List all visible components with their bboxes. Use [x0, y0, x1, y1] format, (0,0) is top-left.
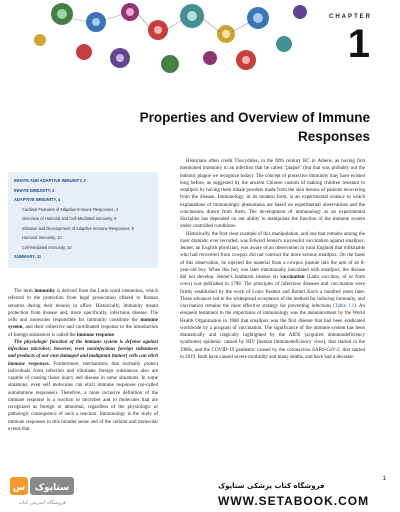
svg-text:س: س [12, 483, 26, 493]
outline-entry-page: 10 [66, 244, 72, 250]
outline-entry[interactable] [14, 186, 152, 196]
outline-entry[interactable] [14, 214, 152, 224]
right-column-text [180, 158, 365, 361]
outline-entry-page: 3 [52, 187, 55, 193]
table-link[interactable]: Table 1.1 [334, 304, 355, 309]
outline-entry-label: Humoral Immunity, [22, 235, 57, 240]
vaccination-paragraph: Historically, the first clear example of this manipulation, and one that remains among the most dramatic ever recorded, was Edward Jenner's successful vaccination against smallpox. Jenner, an English physician, was aware of an observation in rural England that milkmaids who had recovered from cowpox did not contract the more serious smallpox. On the basis of this observation, he injected the material from a cowpox pustule into the arm of an 8-year-old boy. When this boy was later intentionally inoculated with smallpox, the disease did not develop. Jenner's landmark treatise on vaccination (Latin vaccinus, of or from cows) was published in 1798. The principles of infectious diseases and vaccination were firmly established by the work of Louis Pasteur and Robert Koch a hundred years later. These advances led to the widespread acceptance of the method for inducing immunity, and vaccination remains the most effective strategy for preventing infections (Table 1.1). An eloquent testament to the importance of immunology was the announcement by the World Health Organization in 1980 that smallpox was the first disease that had been eradicated worldwide by a program of vaccination. The significance of the immune system has been dramatically and tragically highlighted by the AIDS (acquired immunodeficiency syndrome) epidemic caused by HIV (human immunodeficiency virus), that started in the 1980s, and the COVID-19 pandemic caused by the coronavirus SARS-CoV-2, that started in 2019. Both have caused severe morbidity and many deaths, and have had a devastat- [180, 231, 365, 360]
outline-entry-page: 11 [36, 254, 42, 259]
outline-entry-page: 10 [57, 235, 62, 240]
history-paragraph: Historians often credit Thucydides, in the fifth century BC in Athens, as having first mentioned immunity to an infection that he called "plague" (but that was probably not the bubonic plague we recognize today). The concept of protective immunity may have existed long before, as suggested by the ancient Chinese custom of making children resistant to smallpox by having them inhale powders made from the skin lesions of patients recovering from the disease. Immunology, in its modern form, is an experimental science in which explanations of immunologic phenomena are based on experimental observations and the conclusions drawn from them. The development of immunology as an experimental discipline has depended on our ability to manipulate the function of the immune system under controlled conditions. [180, 159, 365, 230]
outline-entry[interactable] [14, 233, 152, 243]
chapter-title: Properties and Overview of Immune Responses [139, 110, 370, 144]
publisher-website[interactable]: WWW.SETABOOK.COM [218, 494, 370, 508]
outline-entry-page: 8 [131, 225, 134, 231]
outline-entry[interactable] [14, 176, 152, 186]
outline-entry-label: SUMMARY, [14, 254, 36, 259]
intro-paragraph: The term immunity is derived from the Latin word immunitas, which referred to the protection from legal prosecution offered to Roman senators during their tenures in office. Historically, immunity meant protection from disease and, more specifically, infectious disease. The cells and molecules responsible for immunity constitute the immune system, and their collective and coordinated response to the introduction of foreign substances is called the immune response. [8, 289, 159, 338]
outline-entry-page: 6 [114, 216, 117, 221]
outline-entry-label: ADAPTIVE IMMUNITY, [14, 197, 57, 202]
chapter-label: CHAPTER [328, 14, 372, 20]
svg-text:ستاپوک: ستاپوک [34, 483, 70, 493]
outline-entry[interactable] [14, 205, 152, 215]
outline-entry-label: Initiation and Development of Adaptive Immune Responses, [22, 225, 131, 231]
outline-entry-page: 4 [57, 197, 61, 202]
outline-entry[interactable] [14, 224, 152, 234]
outline-entry-label: Cardinal Features of Adaptive Immune Responses, [22, 206, 115, 212]
outline-entry-label: INNATE AND ADAPTIVE IMMUNITY, [14, 178, 83, 183]
outline-entry[interactable] [14, 252, 152, 262]
left-column-text [8, 288, 158, 433]
chapter-number: 1 [347, 22, 370, 66]
outline-entry-label: INNATE IMMUNITY, [14, 187, 51, 193]
outline-entry[interactable] [14, 195, 152, 205]
outline-entry[interactable] [14, 243, 152, 253]
svg-text:فروشگاه اینترنتی کتاب: فروشگاه اینترنتی کتاب [18, 500, 66, 506]
function-paragraph: The physiologic function of the immune system is defense against infectious microbes; however, even noninfectious foreign substances and products of our own damaged and malignant (tumor) cells can elicit immune responses. Furthermore, mechanisms that normally protect individuals from infection and eliminate foreign substances also are capable of causing tissue injury and disease in some situations. In some situations, even self molecules can elicit immune responses (so-called autoimmune responses). Therefore, a more inclusive definition of the immune response is a reaction to microbes and to molecules that are recognized as foreign or abnormal, regardless of the physiologic or pathologic consequence of such a reaction. Immunology is the study of immune responses in this broader sense and of the cellular and molecular events that [8, 339, 159, 432]
outline-entry-label: Overview of Humoral and Cell-Mediated Immunity, [22, 216, 114, 221]
publisher-name: فروشگاه کتاب پزشکی ستاپوک [218, 482, 325, 490]
outline-entry-page: 2 [83, 178, 86, 183]
chapter-outline [8, 172, 158, 268]
outline-entry-page: 4 [115, 206, 119, 212]
page-number: 1 [382, 476, 386, 482]
setabook-logo [8, 474, 78, 508]
outline-entry-label: Cell-Mediated Immunity, [22, 244, 66, 250]
